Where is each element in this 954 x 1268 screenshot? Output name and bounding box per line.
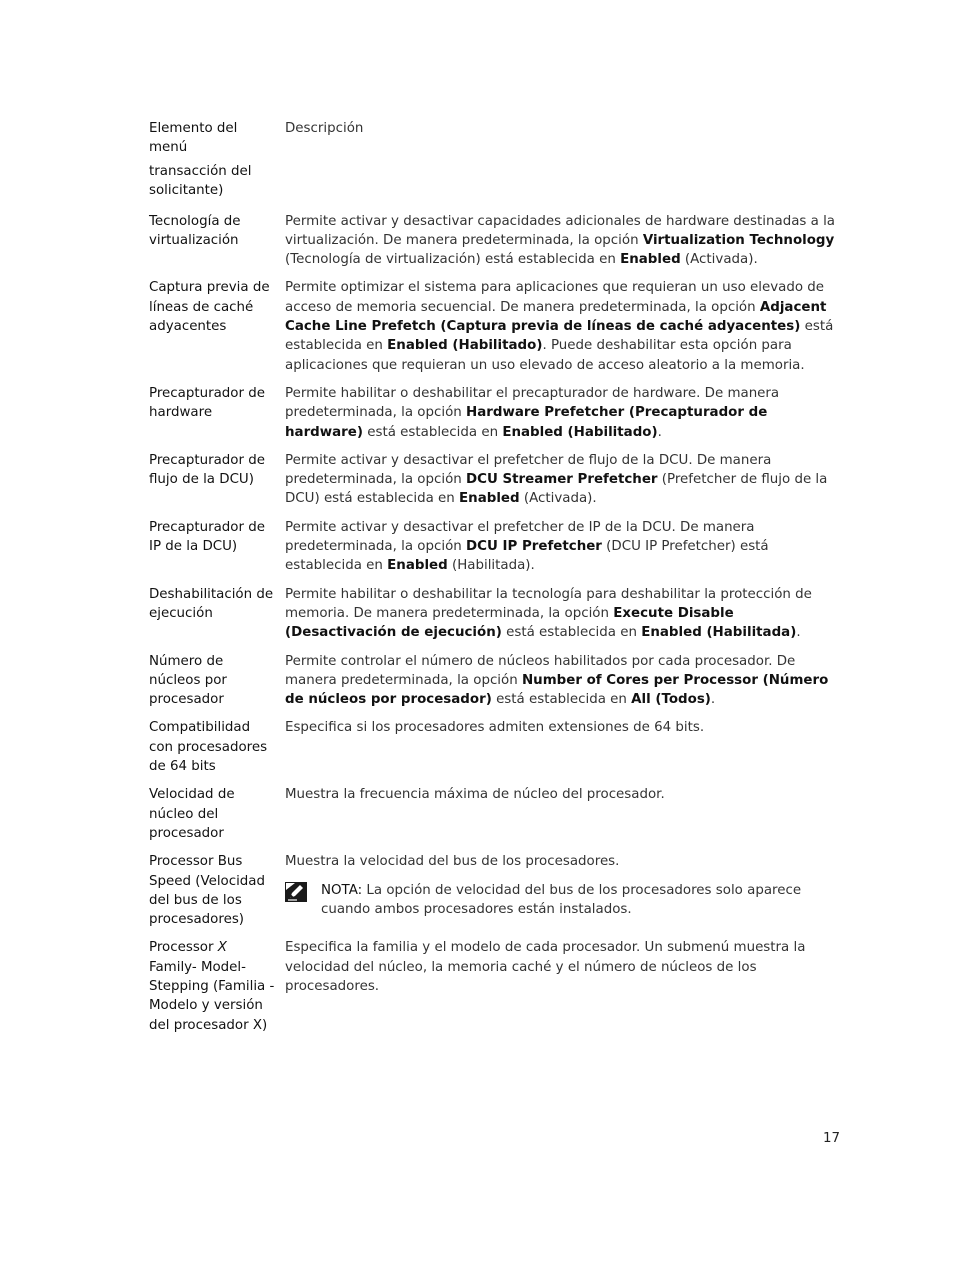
menu-item-text: Family- Model- Stepping (Familia - Modelo y versión del procesador X) — [149, 959, 275, 1033]
menu-item-description — [285, 718, 839, 737]
page-number: 17 — [822, 1131, 840, 1146]
table-row — [149, 278, 839, 374]
table-row — [149, 785, 839, 843]
table-row — [149, 585, 839, 643]
menu-item-name — [149, 938, 285, 1034]
menu-item-variable: X — [217, 940, 227, 956]
table-row — [149, 384, 839, 442]
header-menu-item: Elemento del menú — [149, 121, 238, 156]
description-text: (Activada). — [680, 252, 758, 268]
table-row — [149, 518, 839, 576]
note-box — [285, 881, 839, 920]
table-row — [149, 162, 839, 201]
description-text: Especifica si los procesadores admiten extensiones de 64 bits. — [285, 720, 705, 736]
menu-item-description — [285, 518, 839, 576]
option-name: Enabled (Habilitado) — [502, 424, 658, 440]
menu-item-description — [285, 938, 839, 996]
menu-item-name: Velocidad de núcleo del procesador — [149, 787, 235, 841]
menu-item-name: Compatibilidad con procesadores de 64 bits — [149, 720, 268, 775]
table-header-row — [149, 119, 839, 162]
description-text: Muestra la velocidad del bus de los procesadores. — [285, 854, 620, 870]
bios-options-table — [149, 119, 839, 1044]
menu-item-name: Processor Bus Speed (Velocidad del bus de los procesadores) — [149, 854, 266, 928]
option-name: Adjacent Cache Line Prefetch (Captura previa de líneas de caché adyacentes) — [285, 299, 827, 335]
menu-item-name: Precapturador de hardware — [149, 385, 265, 421]
menu-item-description — [285, 278, 839, 374]
menu-item-name: Precapturador de IP de la DCU) — [149, 519, 265, 555]
description-text: . — [796, 625, 801, 641]
menu-item-name: transacción del solicitante) — [149, 164, 252, 199]
note-label: NOTA: — [321, 882, 363, 898]
option-name: DCU IP Prefetcher — [466, 539, 602, 555]
option-name: Hardware Prefetcher (Precapturador de hardware) — [285, 405, 768, 440]
header-description: Descripción — [285, 121, 364, 136]
description-text: (Tecnología de virtualización) está establecida en — [285, 252, 621, 268]
menu-item-description — [285, 652, 839, 710]
option-name: Enabled (Habilitada) — [641, 625, 797, 641]
description-text: Permite optimizar el sistema para aplicaciones que requieran un uso elevado de acceso de memoria secuencial. De manera predeterminada, la opción — [285, 280, 825, 315]
menu-item-description — [285, 585, 839, 643]
menu-item-name: Deshabilitación de ejecución — [149, 586, 274, 621]
description-text: Permite controlar el número de núcleos habilitados por cada procesador. De manera predeterminada, la opción — [285, 653, 796, 688]
table-row — [149, 852, 839, 929]
note-body: La opción de velocidad del bus de los procesadores solo aparece cuando ambos procesadores están instalados. — [321, 882, 802, 917]
description-text: Permite activar y desactivar capacidades adicionales de hardware destinadas a la virtualización. De manera predeterminada, la opción — [285, 213, 836, 248]
menu-item-description — [285, 451, 839, 509]
menu-item-name: Captura previa de líneas de caché adyacentes — [149, 280, 270, 335]
description-text: (Activada). — [519, 491, 597, 507]
menu-item-text: Processor — [149, 940, 218, 956]
description-text: Permite activar y desactivar el prefetcher de IP de la DCU. De manera predeterminada, la opción — [285, 519, 755, 555]
description-text: está establecida en — [491, 692, 632, 708]
option-name: Execute Disable (Desactivación de ejecución) — [285, 605, 734, 641]
description-text: . — [710, 692, 716, 708]
menu-item-description — [285, 212, 839, 270]
option-name: Enabled — [620, 252, 681, 268]
table-row — [149, 652, 839, 710]
menu-item-description — [285, 384, 839, 442]
option-name: Number of Cores per Processor (Número de núcleos por procesador) — [285, 672, 829, 708]
option-name: Enabled (Habilitado) — [387, 338, 543, 354]
table-row — [149, 212, 839, 270]
table-row — [149, 451, 839, 509]
description-text: Muestra la frecuencia máxima de núcleo del procesador. — [285, 787, 665, 803]
menu-item-name: Número de núcleos por procesador — [149, 653, 227, 708]
menu-item-name: Tecnología de virtualización — [149, 213, 241, 248]
menu-item-description — [285, 852, 839, 919]
description-text: Permite habilitar o deshabilitar la tecnología para deshabilitar la protección de memoria. De manera predeterminada, la opción — [285, 586, 812, 621]
note-pencil-icon — [285, 882, 307, 902]
description-text: (Habilitada). — [447, 558, 535, 574]
description-text: . — [657, 424, 662, 440]
option-name: All (Todos) — [631, 692, 711, 708]
description-text: está establecida en — [285, 319, 834, 354]
option-name: Enabled — [459, 491, 520, 507]
menu-item-name: Precapturador de flujo de la DCU) — [149, 452, 265, 488]
menu-item-description — [285, 785, 839, 804]
description-text: . Puede deshabilitar esta opción para aplicaciones que requieran un uso elevado de acceso aleatorio a la memoria. — [285, 338, 805, 373]
description-text: Permite activar y desactivar el prefetcher de flujo de la DCU. De manera predeterminada, la opción — [285, 452, 772, 488]
table-row — [149, 718, 839, 776]
description-text: (DCU IP Prefetcher) está establecida en — [285, 539, 769, 574]
description-text: Permite habilitar o deshabilitar el precapturador de hardware. De manera predeterminada, la opción — [285, 385, 780, 421]
description-text: está establecida en — [501, 625, 642, 641]
option-name: DCU Streamer Prefetcher — [466, 472, 658, 488]
table-row — [149, 938, 839, 1034]
description-text: (Prefetcher de flujo de la DCU) está establecida en — [285, 472, 828, 507]
option-name: Virtualization Technology — [642, 232, 835, 248]
note-text — [321, 881, 839, 920]
description-text: está establecida en — [362, 424, 503, 440]
description-text: Especifica la familia y el modelo de cada procesador. Un submenú muestra la velocidad del núcleo, la memoria caché y el número de núcleos de los procesadores. — [285, 940, 806, 994]
option-name: Enabled — [387, 558, 448, 574]
